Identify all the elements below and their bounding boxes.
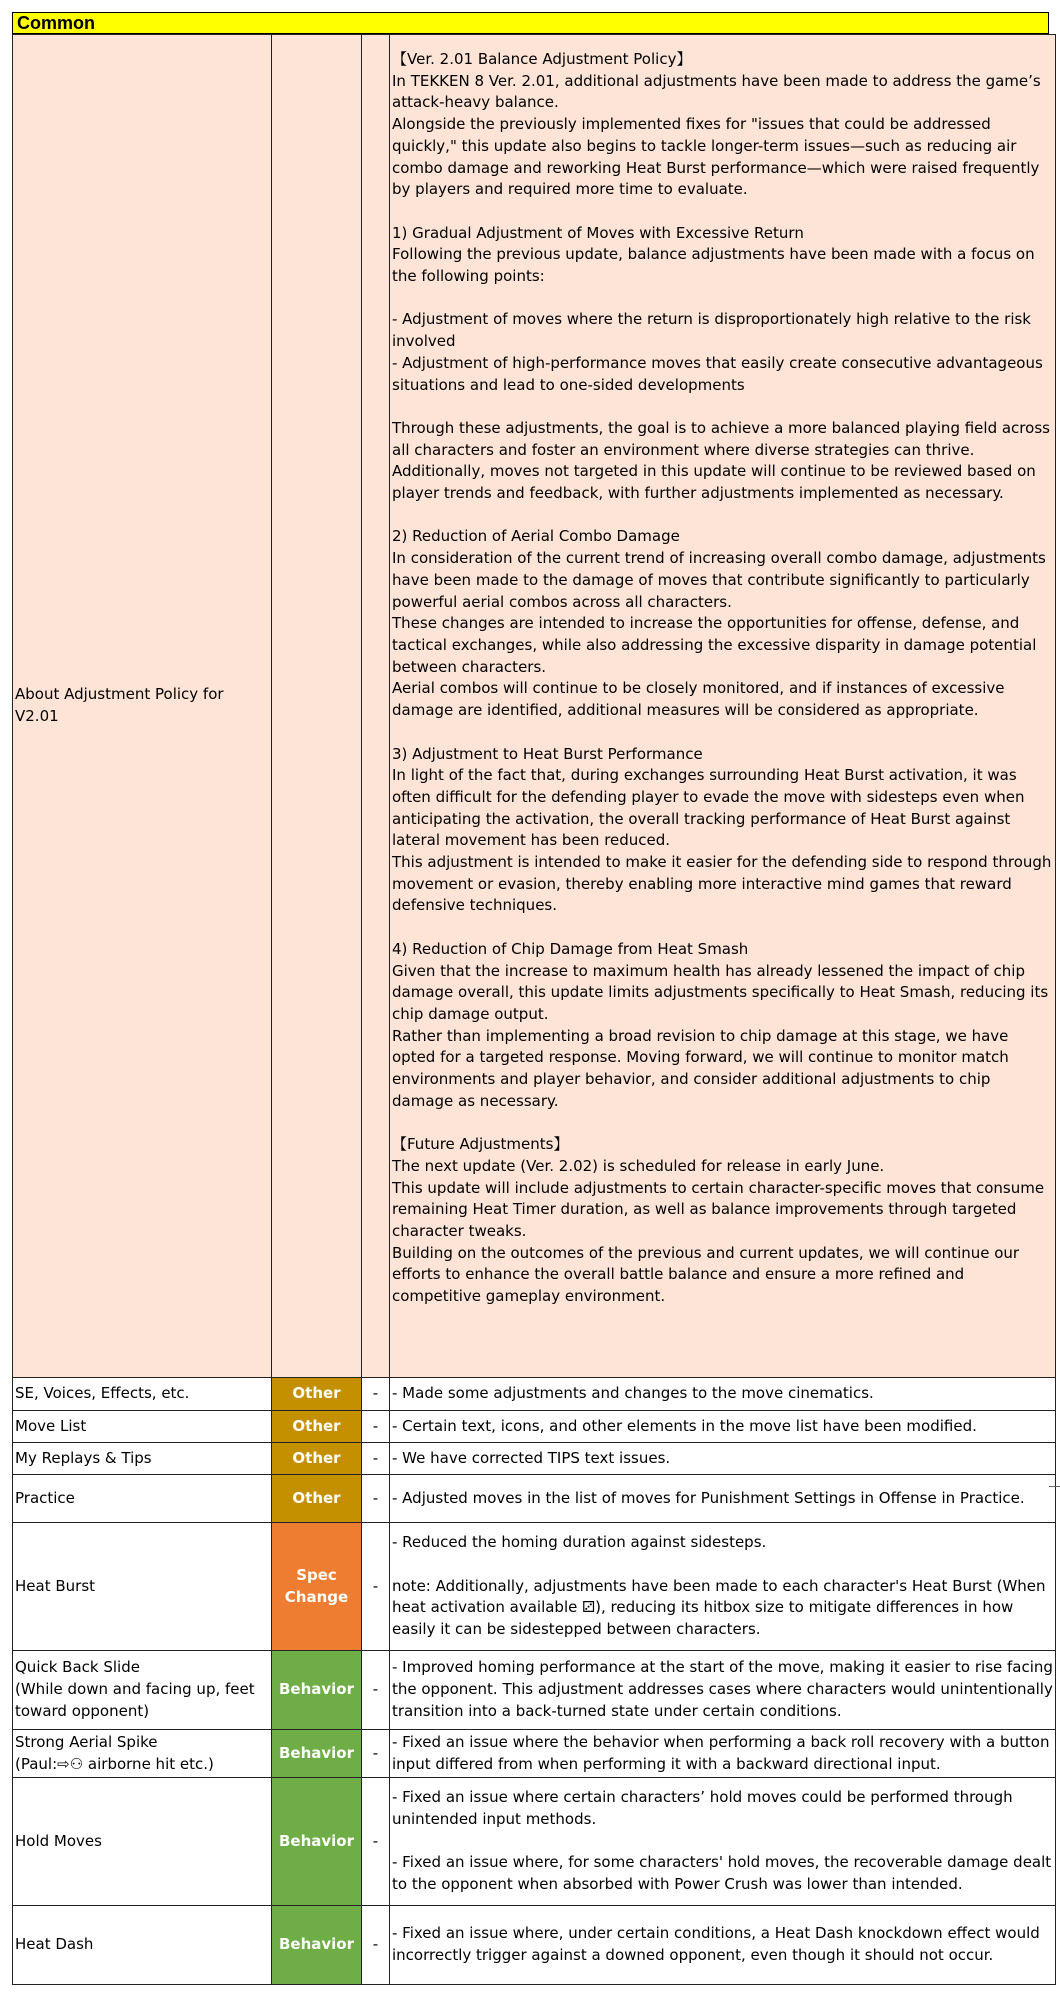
row-description: - Reduced the homing duration against sidesteps. note: Additionally, adjustments have been made to each character's Heat Burst (When heat activation available ⚂), reducing its hitbox size to mitigate differences in how easily it can be sidestepped between characters. xyxy=(390,1523,1056,1651)
row-name: Heat Dash xyxy=(13,1906,272,1985)
row-dash: - xyxy=(362,1730,390,1778)
table-row xyxy=(13,1523,1056,1651)
row-category: Other xyxy=(272,1378,362,1411)
row-dash: - xyxy=(362,1523,390,1651)
row-description: - Adjusted moves in the list of moves for Punishment Settings in Offense in Practice. xyxy=(390,1475,1056,1523)
row-name: SE, Voices, Effects, etc. xyxy=(13,1378,272,1411)
row-description: - Fixed an issue where, under certain conditions, a Heat Dash knockdown effect would incorrectly trigger against a downed opponent, even though it should not occur. xyxy=(390,1906,1056,1985)
table-row xyxy=(13,1411,1056,1443)
row-name: Heat Burst xyxy=(13,1523,272,1651)
row-description: - We have corrected TIPS text issues. xyxy=(390,1443,1056,1475)
row-name: Hold Moves xyxy=(13,1778,272,1906)
table-row xyxy=(13,1651,1056,1730)
row-name: My Replays & Tips xyxy=(13,1443,272,1475)
cell-border-fragment xyxy=(1049,1486,1060,1487)
table-row xyxy=(13,1378,1056,1411)
row-dash: - xyxy=(362,1443,390,1475)
row-name: Strong Aerial Spike (Paul:⇨⚇ airborne hit etc.) xyxy=(13,1730,272,1778)
changes-table xyxy=(12,34,1056,1985)
row-category: Behavior xyxy=(272,1778,362,1906)
row-category: Behavior xyxy=(272,1730,362,1778)
row-name: Quick Back Slide (While down and facing up, feet toward opponent) xyxy=(13,1651,272,1730)
section-header: Common xyxy=(12,12,1049,34)
row-category: Behavior xyxy=(272,1906,362,1985)
table-row xyxy=(13,1730,1056,1778)
row-name: Move List xyxy=(13,1411,272,1443)
row-description: - Certain text, icons, and other elements in the move list have been modified. xyxy=(390,1411,1056,1443)
row-dash xyxy=(362,35,390,1378)
table-row xyxy=(13,1475,1056,1523)
row-description: - Fixed an issue where certain characters’ hold moves could be performed through unintended input methods. - Fixed an issue where, for some characters' hold moves, the recoverable damage dealt to the opponent when absorbed with Power Crush was lower than intended. xyxy=(390,1778,1056,1906)
row-dash: - xyxy=(362,1378,390,1411)
row-dash: - xyxy=(362,1906,390,1985)
row-name: Practice xyxy=(13,1475,272,1523)
table-row xyxy=(13,1443,1056,1475)
row-category xyxy=(272,35,362,1378)
row-description: - Fixed an issue where the behavior when performing a back roll recovery with a button input differed from when performing it with a backward directional input. xyxy=(390,1730,1056,1778)
row-description: - Made some adjustments and changes to the move cinematics. xyxy=(390,1378,1056,1411)
row-dash: - xyxy=(362,1651,390,1730)
spreadsheet xyxy=(12,12,1058,1985)
row-category: Other xyxy=(272,1475,362,1523)
row-category: Behavior xyxy=(272,1651,362,1730)
row-category: Spec Change xyxy=(272,1523,362,1651)
table-row xyxy=(13,1778,1056,1906)
row-category: Other xyxy=(272,1443,362,1475)
row-description: 【Ver. 2.01 Balance Adjustment Policy】 In TEKKEN 8 Ver. 2.01, additional adjustments have been made to address the game’s attack-heavy balance. Alongside the previously implemented fixes for "issues that could be addressed quickly," this update also begins to tackle longer-term issues—such as reducing air combo damage and reworking Heat Burst performance—which were raised frequently by players and required more time to evaluate. 1) Gradual Adjustment of Moves with Excessive Return Following the previous update, balance adjustments have been made with a focus on the following points: - Adjustment of moves where the return is disproportionately high relative to the risk involved - Adjustment of high-performance moves that easily create consecutive advantageous situations and lead to one-sided developments Through these adjustments, the goal is to achieve a more balanced playing field across all characters and foster an environment where diverse strategies can thrive. Additionally, moves not targeted in this update will continue to be reviewed based on player trends and feedback, with further adjustments implemented as necessary. 2) Reduction of Aerial Combo Damage In consideration of the current trend of increasing overall combo damage, adjustments have been made to the damage of moves that contribute significantly to particularly powerful aerial combos across all characters. These changes are intended to increase the opportunities for offense, defense, and tactical exchanges, while also addressing the excessive disparity in damage potential between characters. Aerial combos will continue to be closely monitored, and if instances of excessive damage are identified, additional measures will be considered as appropriate. 3) Adjustment to Heat Burst Performance In light of the fact that, during exchanges surrounding Heat Burst activation, it was often difficult for the defending player to evade the move with sidesteps even when anticipating the activation, the overall tracking performance of Heat Burst against lateral movement has been reduced. This adjustment is intended to make it easier for the defending side to respond through movement or evasion, thereby enabling more interactive mind games that reward defensive techniques. 4) Reduction of Chip Damage from Heat Smash Given that the increase to maximum health has already lessened the impact of chip damage overall, this update limits adjustments specifically to Heat Smash, reducing its chip damage output. Rather than implementing a broad revision to chip damage at this stage, we have opted for a targeted response. Moving forward, we will continue to monitor match environments and player behavior, and consider additional adjustments to chip damage as necessary. 【Future Adjustments】 The next update (Ver. 2.02) is scheduled for release in early June. This update will include adjustments to certain character-specific moves that consume remaining Heat Timer duration, as well as balance improvements through targeted character tweaks. Building on the outcomes of the previous and current updates, we will continue our efforts to enhance the overall battle balance and ensure a more refined and competitive gameplay environment. xyxy=(390,35,1056,1378)
row-dash: - xyxy=(362,1475,390,1523)
row-name: About Adjustment Policy for V2.01 xyxy=(13,35,272,1378)
table-row xyxy=(13,1906,1056,1985)
row-category: Other xyxy=(272,1411,362,1443)
row-dash: - xyxy=(362,1778,390,1906)
row-description: - Improved homing performance at the start of the move, making it easier to rise facing the opponent. This adjustment addresses cases where characters would unintentionally transition into a back-turned state under certain conditions. xyxy=(390,1651,1056,1730)
row-dash: - xyxy=(362,1411,390,1443)
table-row xyxy=(13,35,1056,1378)
